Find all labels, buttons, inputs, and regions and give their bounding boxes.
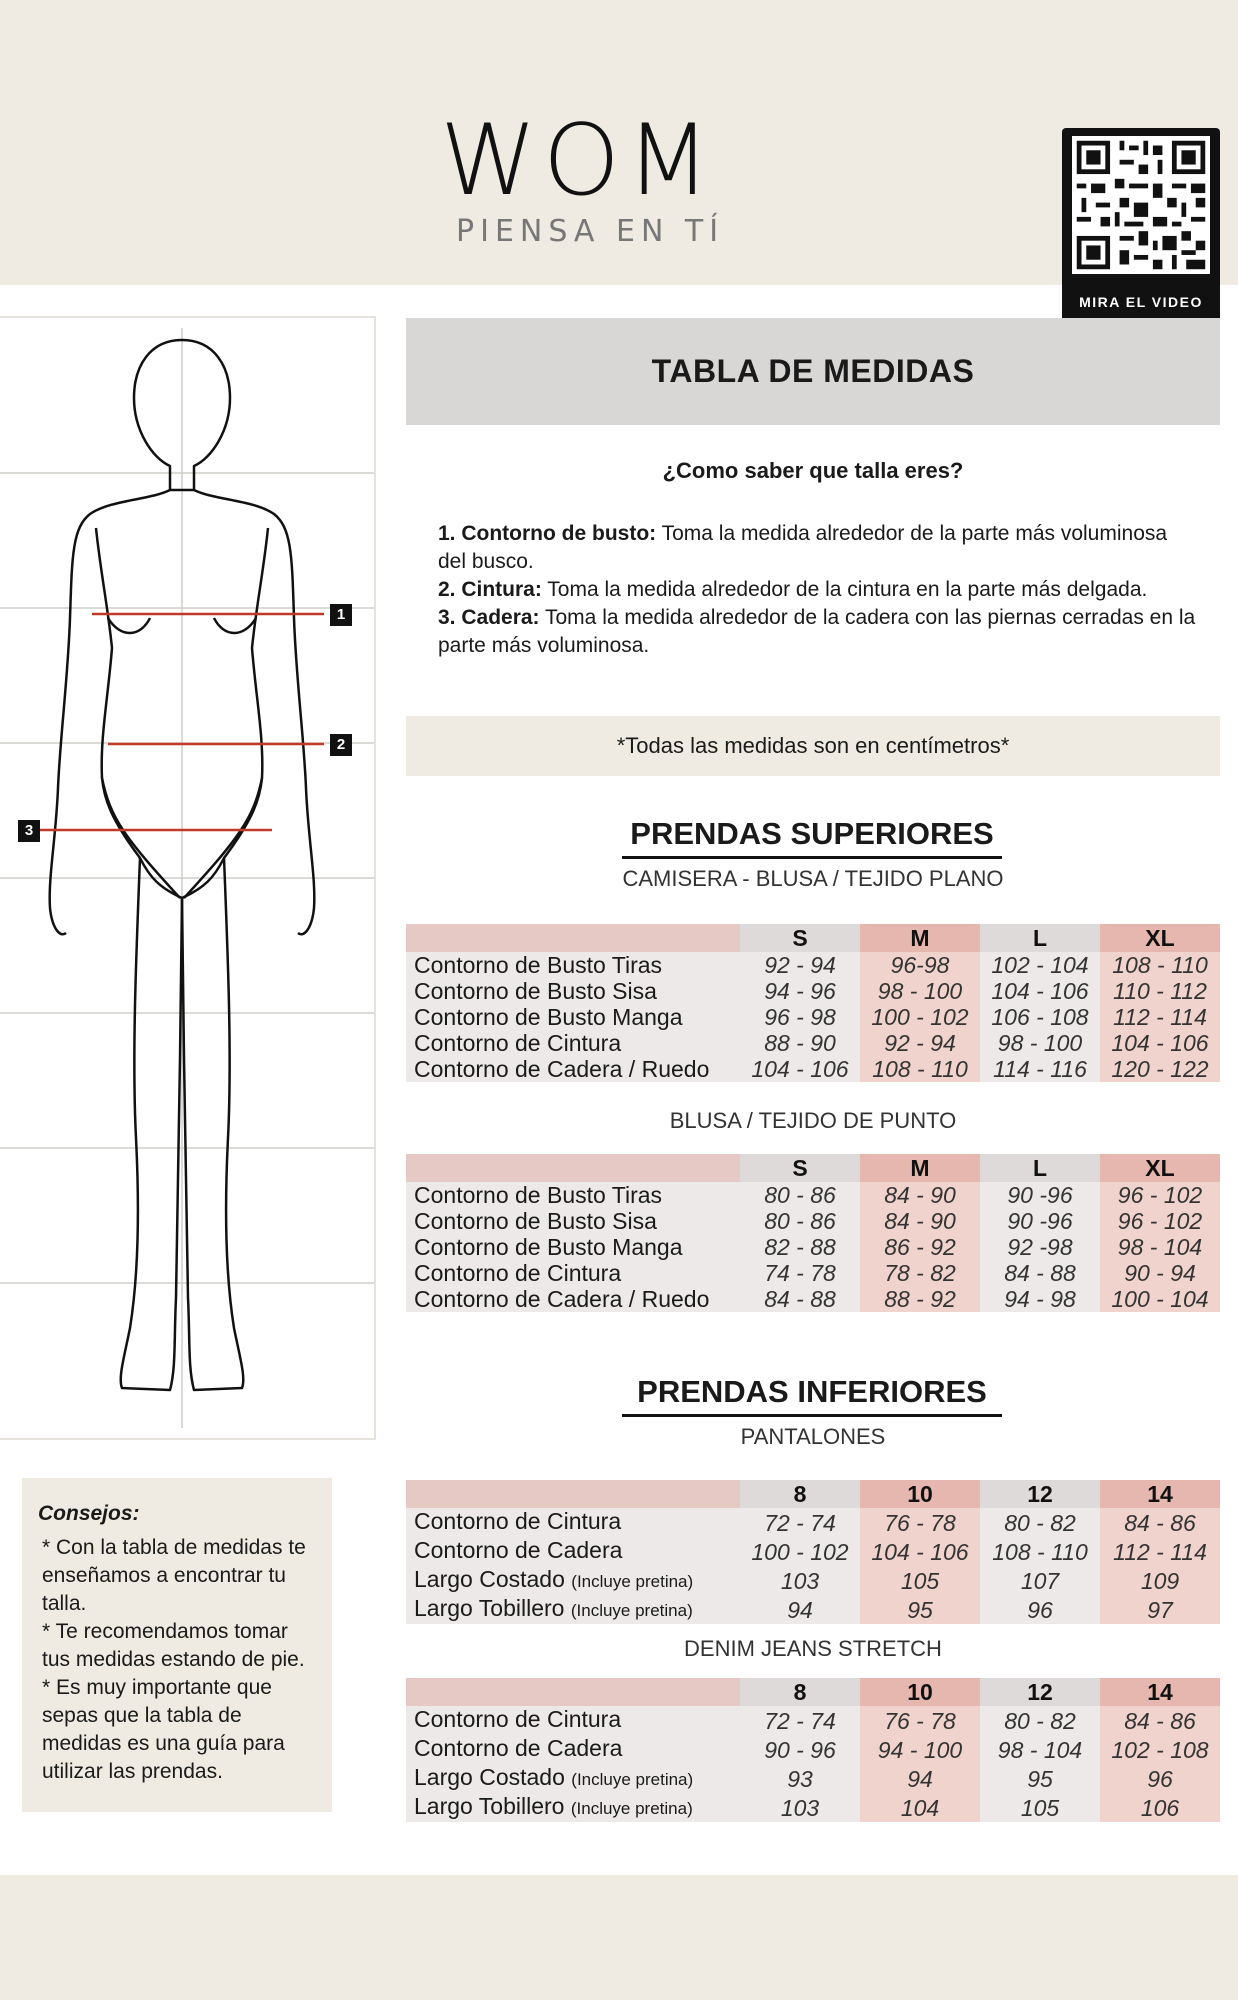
table-row: Contorno de Cintura 74 - 78 78 - 82 84 - 88 90 - 94 — [406, 1260, 1220, 1286]
brand-tagline: PIENSA EN TÍ — [456, 214, 725, 249]
table-row: Contorno de Busto Manga 96 - 98 100 - 102 106 - 108 112 - 114 — [406, 1004, 1220, 1030]
size-header: 14 — [1100, 1480, 1220, 1508]
table-header-row — [406, 1154, 1220, 1182]
bust-marker: 1 — [330, 604, 352, 626]
tops-knit-table — [406, 1154, 1220, 1312]
table-row: Largo Tobillero (Incluye pretina) 94 95 96 97 — [406, 1595, 1220, 1624]
size-header: 12 — [980, 1480, 1100, 1508]
table-row: Contorno de Busto Manga 82 - 88 86 - 92 92 -98 98 - 104 — [406, 1234, 1220, 1260]
waist-marker: 2 — [330, 734, 352, 756]
hip-marker: 3 — [18, 820, 40, 842]
table-header-row — [406, 1678, 1220, 1706]
size-header: 12 — [980, 1678, 1100, 1706]
howto-question: ¿Como saber que talla eres? — [662, 458, 964, 483]
tops-section-title: PRENDAS SUPERIORES — [622, 816, 1002, 859]
size-header: 8 — [740, 1678, 860, 1706]
tips-title: Consejos: — [38, 1502, 140, 1525]
size-header: 10 — [860, 1480, 980, 1508]
table-header-row — [406, 1480, 1220, 1508]
size-header: 8 — [740, 1480, 860, 1508]
footer-band — [0, 1875, 1238, 2000]
size-header: 14 — [1100, 1678, 1220, 1706]
denim-table — [406, 1678, 1220, 1822]
body-figure-illustration — [0, 318, 374, 1438]
pants-subtitle: PANTALONES — [740, 1424, 886, 1449]
table-row: Contorno de Cintura 88 - 90 92 - 94 98 - 100 104 - 106 — [406, 1030, 1220, 1056]
qr-code-icon — [1072, 136, 1210, 274]
instruction-waist: 2. Cintura: Toma la medida alrededor de la cintura en la parte más delgada. — [438, 578, 1148, 601]
size-header: XL — [1100, 1154, 1220, 1182]
tops-knit-subtitle: BLUSA / TEJIDO DE PUNTO — [669, 1108, 957, 1133]
table-row: Contorno de Busto Sisa 94 - 96 98 - 100 104 - 106 110 - 112 — [406, 978, 1220, 1004]
tops-woven-subtitle: CAMISERA - BLUSA / TEJIDO PLANO — [622, 866, 1004, 891]
size-header: L — [980, 924, 1100, 952]
table-row: Contorno de Busto Tiras 92 - 94 96-98 102 - 104 108 - 110 — [406, 952, 1220, 978]
table-row: Largo Costado (Incluye pretina) 103 105 107 109 — [406, 1566, 1220, 1595]
table-row: Contorno de Cadera / Ruedo 84 - 88 88 - 92 94 - 98 100 - 104 — [406, 1286, 1220, 1312]
qr-code[interactable] — [1062, 128, 1220, 322]
instruction-hip: 3. Cadera: Toma la medida alrededor de la cadera con las piernas cerradas en la parte más voluminosa. — [438, 606, 1196, 657]
size-chart-title-bar — [406, 318, 1220, 425]
denim-subtitle: DENIM JEANS STRETCH — [684, 1636, 942, 1661]
table-row: Contorno de Cintura 72 - 74 76 - 78 80 - 82 84 - 86 — [406, 1508, 1220, 1537]
table-row: Largo Tobillero (Incluye pretina) 103 104 105 106 — [406, 1793, 1220, 1822]
table-row: Contorno de Cadera / Ruedo 104 - 106 108 - 110 114 - 116 120 - 122 — [406, 1056, 1220, 1082]
size-header: S — [740, 924, 860, 952]
brand-name: WOM — [440, 104, 717, 218]
size-header: L — [980, 1154, 1100, 1182]
brand-logo — [440, 104, 740, 249]
instruction-bust: 1. Contorno de busto: Toma la medida alrededor de la parte más voluminosa del busco. — [438, 522, 1168, 573]
tip-item: * Es muy importante que sepas que la tabla de medidas es una guía para utilizar las prendas. — [42, 1676, 285, 1783]
table-row: Contorno de Cadera 100 - 102 104 - 106 108 - 110 112 - 114 — [406, 1537, 1220, 1566]
table-row: Contorno de Cintura 72 - 74 76 - 78 80 - 82 84 - 86 — [406, 1706, 1220, 1735]
table-row: Contorno de Cadera 90 - 96 94 - 100 98 - 104 102 - 108 — [406, 1735, 1220, 1764]
tops-woven-table — [406, 924, 1220, 1082]
size-header: 10 — [860, 1678, 980, 1706]
size-header: XL — [1100, 924, 1220, 952]
table-row: Contorno de Busto Sisa 80 - 86 84 - 90 90 -96 96 - 102 — [406, 1208, 1220, 1234]
units-note: *Todas las medidas son en centímetros* — [406, 716, 1220, 776]
tip-item: * Te recomendamos tomar tus medidas estando de pie. — [42, 1620, 305, 1671]
table-header-row — [406, 924, 1220, 952]
size-header: M — [860, 924, 980, 952]
tips-box — [22, 1478, 332, 1812]
size-header: M — [860, 1154, 980, 1182]
page-title: TABLA DE MEDIDAS — [651, 353, 975, 389]
tip-item: * Con la tabla de medidas te enseñamos a encontrar tu talla. — [42, 1536, 306, 1615]
size-header: S — [740, 1154, 860, 1182]
table-row: Largo Costado (Incluye pretina) 93 94 95 96 — [406, 1764, 1220, 1793]
body-figure-panel — [0, 316, 376, 1440]
table-row: Contorno de Busto Tiras 80 - 86 84 - 90 90 -96 96 - 102 — [406, 1182, 1220, 1208]
pants-table — [406, 1480, 1220, 1624]
bottoms-section-title: PRENDAS INFERIORES — [622, 1374, 1002, 1417]
qr-label[interactable]: MIRA EL VIDEO — [1079, 294, 1203, 310]
measurement-instructions — [438, 520, 1198, 660]
